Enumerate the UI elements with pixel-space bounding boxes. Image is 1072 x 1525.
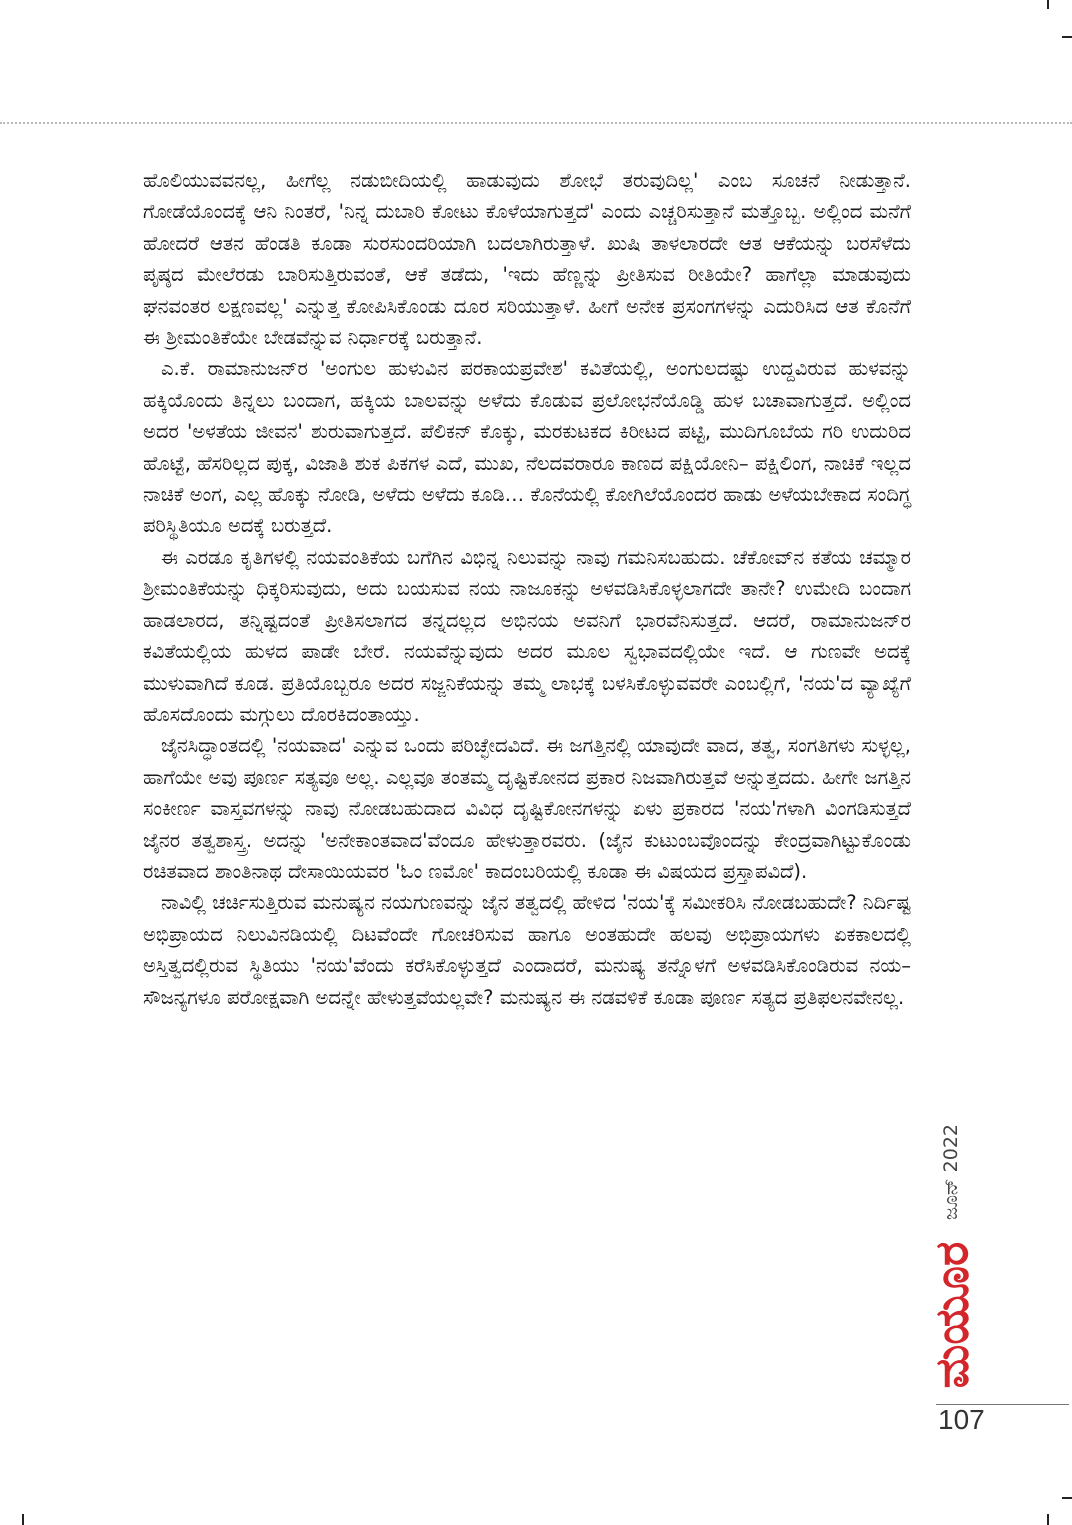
paragraph-4: ಜೈನಸಿದ್ಧಾಂತದಲ್ಲಿ 'ನಯವಾದ' ಎನ್ನುವ ಒಂದು ಪರಿಚ್ಛೇದವಿದೆ. ಈ ಜಗತ್ತಿನಲ್ಲಿ ಯಾವುದೇ ವಾದ, ತತ್ವ, ಸಂಗತಿಗಳು ಸುಳ್ಳಲ್ಲ, ಹಾಗೆಯೇ ಅವು ಪೂರ್ಣ ಸತ್ಯವೂ ಅಲ್ಲ. ಎಲ್ಲವೂ ತಂತಮ್ಮ ದೃಷ್ಟಿಕೋನದ ಪ್ರಕಾರ ನಿಜವಾಗಿರುತ್ತವೆ ಅನ್ನುತ್ತದದು. ಹೀಗೇ ಜಗತ್ತಿನ ಸಂಕೀರ್ಣ ವಾಸ್ತವಗಳನ್ನು ನಾವು ನೋಡಬಹುದಾದ ವಿವಿಧ ದೃಷ್ಟಿಕೋನಗಳನ್ನು ಏಳು ಪ್ರಕಾರದ 'ನಯ'ಗಳಾಗಿ ವಿಂಗಡಿಸುತ್ತದೆ ಜೈನರ ತತ್ವಶಾಸ್ತ್ರ. ಅದನ್ನು 'ಅನೇಕಾಂತವಾದ'ವೆಂದೂ ಹೇಳುತ್ತಾರವರು. (ಜೈನ ಕುಟುಂಬವೊಂದನ್ನು ಕೇಂದ್ರವಾಗಿಟ್ಟುಕೊಂಡು ರಚಿತವಾದ ಶಾಂತಿನಾಥ ದೇಸಾಯಿಯವರ 'ಓಂ ಣಮೋ' ಕಾದಂಬರಿಯಲ್ಲಿ ಕೂಡಾ ಈ ವಿಷಯದ ಪ್ರಸ್ತಾಪವಿದೆ).	[143, 734, 911, 883]
magazine-logo	[924, 1235, 979, 1395]
issue-date: ಜೂನ್ 2022	[940, 1123, 962, 1220]
crop-mark-top-right-h	[1062, 36, 1072, 38]
paragraph-5: ನಾವಿಲ್ಲಿ ಚರ್ಚಿಸುತ್ತಿರುವ ಮನುಷ್ಯನ ನಯಗುಣವನ್ನು ಜೈನ ತತ್ವದಲ್ಲಿ ಹೇಳಿದ 'ನಯ'ಕ್ಕೆ ಸಮೀಕರಿಸಿ ನೋಡಬಹುದೇ? ನಿರ್ದಿಷ್ಟ ಅಭಿಪ್ರಾಯದ ನಿಲುವಿನಡಿಯಲ್ಲಿ ದಿಟವೆಂದೇ ಗೋಚರಿಸುವ ಹಾಗೂ ಅಂತಹುದೇ ಹಲವು ಅಭಿಪ್ರಾಯಗಳು ಏಕಕಾಲದಲ್ಲಿ ಅಸ್ತಿತ್ವದಲ್ಲಿರುವ ಸ್ಥಿತಿಯು 'ನಯ'ವೆಂದು ಕರೆಸಿಕೊಳ್ಳುತ್ತದೆ ಎಂದಾದರೆ, ಮನುಷ್ಯ ತನ್ನೊಳಗೆ ಅಳವಡಿಸಿಕೊಂಡಿರುವ ನಯ– ಸೌಜನ್ಯಗಳೂ ಪರೋಕ್ಷವಾಗಿ ಅದನ್ನೇ ಹೇಳುತ್ತವೆಯಲ್ಲವೇ? ಮನುಷ್ಯನ ಈ ನಡವಳಿಕೆ ಕೂಡಾ ಪೂರ್ಣ ಸತ್ಯದ ಪ್ರತಿಫಲನವೇನಲ್ಲ.	[143, 891, 911, 1009]
crop-mark-bottom-left	[22, 1514, 24, 1525]
article-body	[143, 165, 911, 1013]
paragraph-2: ಎ.ಕೆ. ರಾಮಾನುಜನ್‌ರ 'ಅಂಗುಲ ಹುಳುವಿನ ಪರಕಾಯಪ್ರವೇಶ' ಕವಿತೆಯಲ್ಲಿ, ಅಂಗುಲದಷ್ಟು ಉದ್ದವಿರುವ ಹುಳವನ್ನು ಹಕ್ಕಿಯೊಂದು ತಿನ್ನಲು ಬಂದಾಗ, ಹಕ್ಕಿಯ ಬಾಲವನ್ನು ಅಳೆದು ಕೊಡುವ ಪ್ರಲೋಭನೆಯೊಡ್ಡಿ ಹುಳ ಬಚಾವಾಗುತ್ತದೆ. ಅಲ್ಲಿಂದ ಅದರ 'ಅಳತೆಯ ಜೀವನ' ಶುರುವಾಗುತ್ತದೆ. ಪೆಲಿಕನ್ ಕೊಕ್ಕು, ಮರಕುಟಕದ ಕಿರೀಟದ ಪಟ್ಟಿ, ಮುದಿಗೂಬೆಯ ಗರಿ ಉದುರಿದ ಹೊಟ್ಟೆ, ಹೆಸರಿಲ್ಲದ ಪುಕ್ಕ, ವಿಜಾತಿ ಶುಕ ಪಿಕಗಳ ಎದೆ, ಮುಖ, ನೆಲದವರಾರೂ ಕಾಣದ ಪಕ್ಷಿಯೋನಿ– ಪಕ್ಷಿಲಿಂಗ, ನಾಚಿಕೆ ಇಲ್ಲದ ನಾಚಿಕೆ ಅಂಗ, ಎಲ್ಲ ಹೊಕ್ಕು ನೋಡಿ, ಅಳೆದು ಅಳೆದು ಕೂಡಿ… ಕೊನೆಯಲ್ಲಿ ಕೋಗಿಲೆಯೊಂದರ ಹಾಡು ಅಳೆಯಬೇಕಾದ ಸಂದಿಗ್ಧ ಪರಿಸ್ಥಿತಿಯೂ ಅದಕ್ಕೆ ಬರುತ್ತದೆ.	[143, 357, 911, 538]
crop-mark-bottom-right	[1047, 1514, 1049, 1525]
paragraph-3: ಈ ಎರಡೂ ಕೃತಿಗಳಲ್ಲಿ ನಯವಂತಿಕೆಯ ಬಗೆಗಿನ ವಿಭಿನ್ನ ನಿಲುವನ್ನು ನಾವು ಗಮನಿಸಬಹುದು. ಚೆಕೋವ್‌ನ ಕತೆಯ ಚಮ್ಮಾರ ಶ್ರೀಮಂತಿಕೆಯನ್ನು ಧಿಕ್ಕರಿಸುವುದು, ಅದು ಬಯಸುವ ನಯ ನಾಜೂಕನ್ನು ಅಳವಡಿಸಿಕೊಳ್ಳಲಾಗದೇ ತಾನೇ? ಉಮೇದಿ ಬಂದಾಗ ಹಾಡಲಾರದ, ತನ್ನಿಷ್ಟದಂತೆ ಪ್ರೀತಿಸಲಾಗದ ತನ್ನದಲ್ಲದ ಅಭಿನಯ ಅವನಿಗೆ ಭಾರವೆನಿಸುತ್ತದೆ. ಆದರೆ, ರಾಮಾನುಜನ್‌ರ ಕವಿತೆಯಲ್ಲಿಯ ಹುಳದ ಪಾಡೇ ಬೇರೆ. ನಯವೆನ್ನುವುದು ಅದರ ಮೂಲ ಸ್ವಭಾವದಲ್ಲಿಯೇ ಇದೆ. ಆ ಗುಣವೇ ಅದಕ್ಕೆ ಮುಳುವಾಗಿದೆ ಕೂಡ. ಪ್ರತಿಯೊಬ್ಬರೂ ಅದರ ಸಜ್ಜನಿಕೆಯನ್ನು ತಮ್ಮ ಲಾಭಕ್ಕೆ ಬಳಸಿಕೊಳ್ಳುವವರೇ ಎಂಬಲ್ಲಿಗೆ, 'ನಯ'ದ ವ್ಯಾಖ್ಯೆಗೆ ಹೊಸದೊಂದು ಮಗ್ಗುಲು ದೊರಕಿದಂತಾಯ್ತು.	[143, 545, 911, 726]
header-dotted-rule	[0, 122, 1072, 124]
crop-mark-bottom-right-h	[1062, 1497, 1072, 1499]
page-number: 107	[938, 1404, 985, 1435]
magazine-name: ಮಯೂರ	[924, 1241, 979, 1389]
crop-mark-top-right	[1047, 0, 1049, 9]
paragraph-1: ಹೊಲಿಯುವವನಲ್ಲ, ಹೀಗೆಲ್ಲ ನಡುಬೀದಿಯಲ್ಲಿ ಹಾಡುವುದು ಶೋಭೆ ತರುವುದಿಲ್ಲ' ಎಂಬ ಸೂಚನೆ ನೀಡುತ್ತಾನೆ. ಗೋಡೆಯೊಂದಕ್ಕೆ ಆನಿ ನಿಂತರೆ, 'ನಿನ್ನ ದುಬಾರಿ ಕೋಟು ಕೊಳೆಯಾಗುತ್ತದೆ' ಎಂದು ಎಚ್ಚರಿಸುತ್ತಾನೆ ಮತ್ತೊಬ್ಬ. ಅಲ್ಲಿಂದ ಮನೆಗೆ ಹೋದರೆ ಆತನ ಹೆಂಡತಿ ಕೂಡಾ ಸುರಸುಂದರಿಯಾಗಿ ಬದಲಾಗಿರುತ್ತಾಳೆ. ಖುಷಿ ತಾಳಲಾರದೇ ಆತ ಆಕೆಯನ್ನು ಬರಸೆಳೆದು ಪೃಷ್ಠದ ಮೇಲೆರಡು ಬಾರಿಸುತ್ತಿರುವಂತೆ, ಆಕೆ ತಡೆದು, 'ಇದು ಹೆಣ್ಣನ್ನು ಪ್ರೀತಿಸುವ ರೀತಿಯೇ? ಹಾಗೆಲ್ಲಾ ಮಾಡುವುದು ಘನವಂತರ ಲಕ್ಷಣವಲ್ಲ' ಎನ್ನುತ್ತ ಕೋಪಿಸಿಕೊಂಡು ದೂರ ಸರಿಯುತ್ತಾಳೆ. ಹೀಗೆ ಅನೇಕ ಪ್ರಸಂಗಗಳನ್ನು ಎದುರಿಸಿದ ಆತ ಕೊನೆಗೆ ಈ ಶ್ರೀಮಂತಿಕೆಯೇ ಬೇಡವೆನ್ನುವ ನಿರ್ಧಾರಕ್ಕೆ ಬರುತ್ತಾನೆ.	[143, 169, 911, 350]
